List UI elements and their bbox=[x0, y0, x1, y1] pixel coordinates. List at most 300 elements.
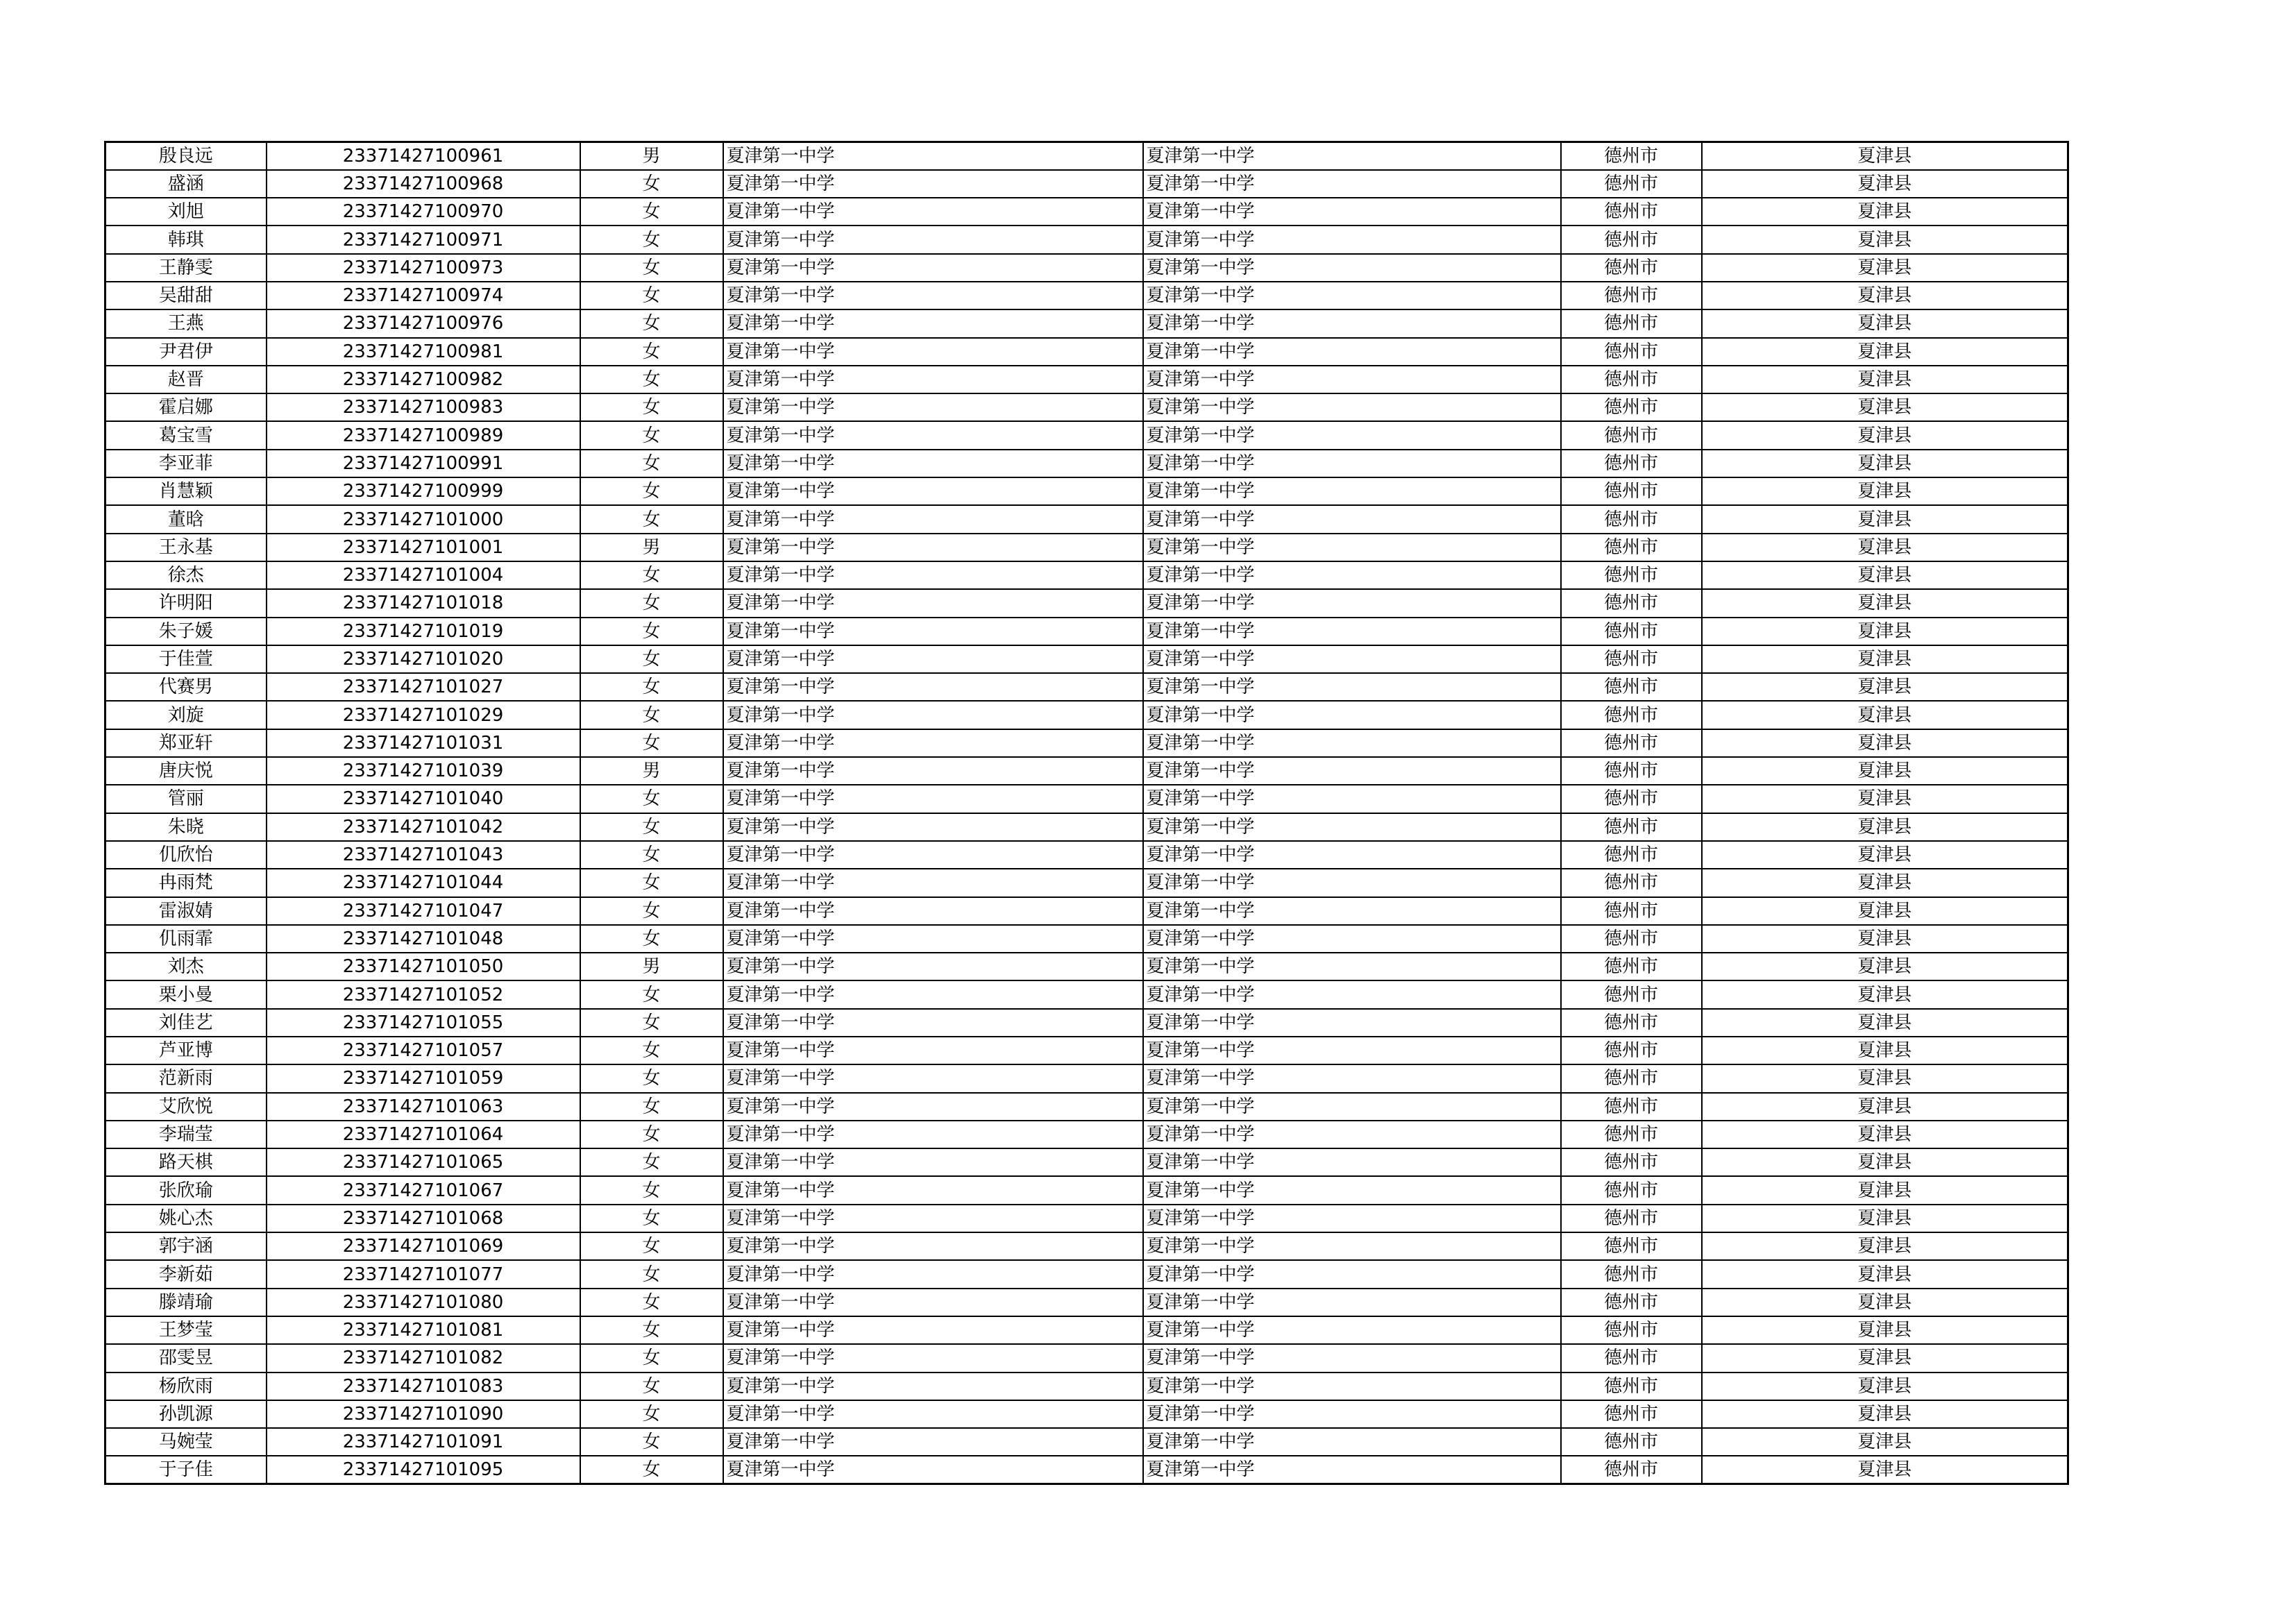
student-name-cell: 赵晋 bbox=[105, 366, 267, 393]
unit-cell: 夏津第一中学 bbox=[1143, 1232, 1561, 1260]
table-row bbox=[105, 1289, 2068, 1316]
gender-cell: 女 bbox=[580, 618, 723, 645]
county-cell: 夏津县 bbox=[1702, 505, 2068, 533]
exam-id-cell: 23371427100982 bbox=[267, 366, 580, 393]
gender-cell: 女 bbox=[580, 1232, 723, 1260]
city-cell: 德州市 bbox=[1561, 309, 1702, 337]
exam-id-cell: 23371427101068 bbox=[267, 1205, 580, 1232]
school-cell: 夏津第一中学 bbox=[723, 757, 1143, 785]
school-cell: 夏津第一中学 bbox=[723, 366, 1143, 393]
gender-cell: 女 bbox=[580, 1121, 723, 1148]
school-cell: 夏津第一中学 bbox=[723, 1009, 1143, 1037]
exam-id-cell: 23371427101081 bbox=[267, 1316, 580, 1344]
school-cell: 夏津第一中学 bbox=[723, 393, 1143, 421]
student-name-cell: 冉雨梵 bbox=[105, 869, 267, 897]
unit-cell: 夏津第一中学 bbox=[1143, 254, 1561, 282]
county-cell: 夏津县 bbox=[1702, 645, 2068, 673]
student-name-cell: 管丽 bbox=[105, 785, 267, 813]
unit-cell: 夏津第一中学 bbox=[1143, 170, 1561, 198]
school-cell: 夏津第一中学 bbox=[723, 1456, 1143, 1484]
school-cell: 夏津第一中学 bbox=[723, 785, 1143, 813]
city-cell: 德州市 bbox=[1561, 1064, 1702, 1092]
school-cell: 夏津第一中学 bbox=[723, 309, 1143, 337]
school-cell: 夏津第一中学 bbox=[723, 729, 1143, 757]
county-cell: 夏津县 bbox=[1702, 757, 2068, 785]
county-cell: 夏津县 bbox=[1702, 980, 2068, 1008]
exam-id-cell: 23371427100973 bbox=[267, 254, 580, 282]
county-cell: 夏津县 bbox=[1702, 450, 2068, 477]
city-cell: 德州市 bbox=[1561, 505, 1702, 533]
exam-id-cell: 23371427100983 bbox=[267, 393, 580, 421]
student-name-cell: 殷良远 bbox=[105, 142, 267, 170]
gender-cell: 女 bbox=[580, 1316, 723, 1344]
city-cell: 德州市 bbox=[1561, 1148, 1702, 1176]
exam-id-cell: 23371427101020 bbox=[267, 645, 580, 673]
student-name-cell: 于子佳 bbox=[105, 1456, 267, 1484]
school-cell: 夏津第一中学 bbox=[723, 869, 1143, 897]
unit-cell: 夏津第一中学 bbox=[1143, 1009, 1561, 1037]
county-cell: 夏津县 bbox=[1702, 1148, 2068, 1176]
unit-cell: 夏津第一中学 bbox=[1143, 1400, 1561, 1428]
unit-cell: 夏津第一中学 bbox=[1143, 897, 1561, 925]
school-cell: 夏津第一中学 bbox=[723, 1373, 1143, 1400]
gender-cell: 女 bbox=[580, 1176, 723, 1204]
table-row bbox=[105, 785, 2068, 813]
student-name-cell: 仉雨霏 bbox=[105, 925, 267, 953]
exam-id-cell: 23371427101095 bbox=[267, 1456, 580, 1484]
unit-cell: 夏津第一中学 bbox=[1143, 1344, 1561, 1372]
school-cell: 夏津第一中学 bbox=[723, 226, 1143, 253]
city-cell: 德州市 bbox=[1561, 841, 1702, 869]
city-cell: 德州市 bbox=[1561, 1009, 1702, 1037]
unit-cell: 夏津第一中学 bbox=[1143, 1260, 1561, 1288]
table-row bbox=[105, 701, 2068, 729]
student-name-cell: 芦亚博 bbox=[105, 1037, 267, 1064]
county-cell: 夏津县 bbox=[1702, 589, 2068, 617]
city-cell: 德州市 bbox=[1561, 618, 1702, 645]
exam-id-cell: 23371427101029 bbox=[267, 701, 580, 729]
county-cell: 夏津县 bbox=[1702, 561, 2068, 589]
county-cell: 夏津县 bbox=[1702, 813, 2068, 841]
gender-cell: 女 bbox=[580, 226, 723, 253]
exam-id-cell: 23371427101090 bbox=[267, 1400, 580, 1428]
school-cell: 夏津第一中学 bbox=[723, 1064, 1143, 1092]
exam-id-cell: 23371427101031 bbox=[267, 729, 580, 757]
city-cell: 德州市 bbox=[1561, 1037, 1702, 1064]
school-cell: 夏津第一中学 bbox=[723, 142, 1143, 170]
unit-cell: 夏津第一中学 bbox=[1143, 393, 1561, 421]
school-cell: 夏津第一中学 bbox=[723, 198, 1143, 226]
table-row bbox=[105, 1037, 2068, 1064]
student-name-cell: 姚心杰 bbox=[105, 1205, 267, 1232]
unit-cell: 夏津第一中学 bbox=[1143, 142, 1561, 170]
unit-cell: 夏津第一中学 bbox=[1143, 785, 1561, 813]
exam-id-cell: 23371427101052 bbox=[267, 980, 580, 1008]
student-name-cell: 刘杰 bbox=[105, 953, 267, 980]
gender-cell: 女 bbox=[580, 925, 723, 953]
school-cell: 夏津第一中学 bbox=[723, 925, 1143, 953]
table-row bbox=[105, 1148, 2068, 1176]
exam-id-cell: 23371427100968 bbox=[267, 170, 580, 198]
student-name-cell: 朱子媛 bbox=[105, 618, 267, 645]
exam-id-cell: 23371427101065 bbox=[267, 1148, 580, 1176]
county-cell: 夏津县 bbox=[1702, 673, 2068, 701]
gender-cell: 女 bbox=[580, 561, 723, 589]
city-cell: 德州市 bbox=[1561, 1176, 1702, 1204]
unit-cell: 夏津第一中学 bbox=[1143, 1176, 1561, 1204]
city-cell: 德州市 bbox=[1561, 534, 1702, 561]
student-name-cell: 张欣瑜 bbox=[105, 1176, 267, 1204]
exam-id-cell: 23371427101057 bbox=[267, 1037, 580, 1064]
gender-cell: 男 bbox=[580, 953, 723, 980]
table-row bbox=[105, 142, 2068, 170]
city-cell: 德州市 bbox=[1561, 589, 1702, 617]
county-cell: 夏津县 bbox=[1702, 841, 2068, 869]
city-cell: 德州市 bbox=[1561, 980, 1702, 1008]
gender-cell: 女 bbox=[580, 1037, 723, 1064]
gender-cell: 女 bbox=[580, 1260, 723, 1288]
table-row bbox=[105, 421, 2068, 449]
table-row bbox=[105, 1428, 2068, 1456]
table-row bbox=[105, 1456, 2068, 1484]
student-name-cell: 徐杰 bbox=[105, 561, 267, 589]
gender-cell: 女 bbox=[580, 393, 723, 421]
student-name-cell: 范新雨 bbox=[105, 1064, 267, 1092]
table-row bbox=[105, 534, 2068, 561]
unit-cell: 夏津第一中学 bbox=[1143, 1456, 1561, 1484]
unit-cell: 夏津第一中学 bbox=[1143, 841, 1561, 869]
county-cell: 夏津县 bbox=[1702, 785, 2068, 813]
school-cell: 夏津第一中学 bbox=[723, 841, 1143, 869]
city-cell: 德州市 bbox=[1561, 1121, 1702, 1148]
student-name-cell: 郭宇涵 bbox=[105, 1232, 267, 1260]
gender-cell: 女 bbox=[580, 1009, 723, 1037]
table-row bbox=[105, 1121, 2068, 1148]
city-cell: 德州市 bbox=[1561, 421, 1702, 449]
table-row bbox=[105, 366, 2068, 393]
table-row bbox=[105, 673, 2068, 701]
table-row bbox=[105, 170, 2068, 198]
student-name-cell: 雷淑婧 bbox=[105, 897, 267, 925]
county-cell: 夏津县 bbox=[1702, 1289, 2068, 1316]
unit-cell: 夏津第一中学 bbox=[1143, 869, 1561, 897]
unit-cell: 夏津第一中学 bbox=[1143, 1373, 1561, 1400]
county-cell: 夏津县 bbox=[1702, 1373, 2068, 1400]
school-cell: 夏津第一中学 bbox=[723, 477, 1143, 505]
table-row bbox=[105, 841, 2068, 869]
city-cell: 德州市 bbox=[1561, 1344, 1702, 1372]
exam-id-cell: 23371427101050 bbox=[267, 953, 580, 980]
school-cell: 夏津第一中学 bbox=[723, 534, 1143, 561]
county-cell: 夏津县 bbox=[1702, 618, 2068, 645]
gender-cell: 女 bbox=[580, 282, 723, 309]
exam-id-cell: 23371427101048 bbox=[267, 925, 580, 953]
county-cell: 夏津县 bbox=[1702, 198, 2068, 226]
unit-cell: 夏津第一中学 bbox=[1143, 1093, 1561, 1121]
student-name-cell: 杨欣雨 bbox=[105, 1373, 267, 1400]
county-cell: 夏津县 bbox=[1702, 701, 2068, 729]
table-row bbox=[105, 589, 2068, 617]
school-cell: 夏津第一中学 bbox=[723, 1428, 1143, 1456]
unit-cell: 夏津第一中学 bbox=[1143, 618, 1561, 645]
city-cell: 德州市 bbox=[1561, 1260, 1702, 1288]
student-name-cell: 王永基 bbox=[105, 534, 267, 561]
exam-id-cell: 23371427101047 bbox=[267, 897, 580, 925]
county-cell: 夏津县 bbox=[1702, 226, 2068, 253]
gender-cell: 女 bbox=[580, 477, 723, 505]
county-cell: 夏津县 bbox=[1702, 1400, 2068, 1428]
gender-cell: 女 bbox=[580, 1205, 723, 1232]
unit-cell: 夏津第一中学 bbox=[1143, 366, 1561, 393]
school-cell: 夏津第一中学 bbox=[723, 673, 1143, 701]
student-name-cell: 刘佳艺 bbox=[105, 1009, 267, 1037]
school-cell: 夏津第一中学 bbox=[723, 1344, 1143, 1372]
unit-cell: 夏津第一中学 bbox=[1143, 505, 1561, 533]
exam-id-cell: 23371427101063 bbox=[267, 1093, 580, 1121]
gender-cell: 女 bbox=[580, 1148, 723, 1176]
unit-cell: 夏津第一中学 bbox=[1143, 1064, 1561, 1092]
exam-id-cell: 23371427101080 bbox=[267, 1289, 580, 1316]
unit-cell: 夏津第一中学 bbox=[1143, 421, 1561, 449]
unit-cell: 夏津第一中学 bbox=[1143, 925, 1561, 953]
table-row bbox=[105, 1344, 2068, 1372]
city-cell: 德州市 bbox=[1561, 366, 1702, 393]
exam-id-cell: 23371427101067 bbox=[267, 1176, 580, 1204]
exam-id-cell: 23371427101083 bbox=[267, 1373, 580, 1400]
school-cell: 夏津第一中学 bbox=[723, 1093, 1143, 1121]
table-row bbox=[105, 1232, 2068, 1260]
gender-cell: 男 bbox=[580, 142, 723, 170]
student-name-cell: 艾欣悦 bbox=[105, 1093, 267, 1121]
school-cell: 夏津第一中学 bbox=[723, 450, 1143, 477]
school-cell: 夏津第一中学 bbox=[723, 953, 1143, 980]
school-cell: 夏津第一中学 bbox=[723, 813, 1143, 841]
exam-id-cell: 23371427100961 bbox=[267, 142, 580, 170]
gender-cell: 女 bbox=[580, 338, 723, 366]
county-cell: 夏津县 bbox=[1702, 1232, 2068, 1260]
gender-cell: 女 bbox=[580, 1456, 723, 1484]
student-roster-table bbox=[104, 141, 2069, 1485]
student-name-cell: 仉欣怡 bbox=[105, 841, 267, 869]
exam-id-cell: 23371427100976 bbox=[267, 309, 580, 337]
table-row bbox=[105, 198, 2068, 226]
exam-id-cell: 23371427101044 bbox=[267, 869, 580, 897]
county-cell: 夏津县 bbox=[1702, 1064, 2068, 1092]
city-cell: 德州市 bbox=[1561, 1373, 1702, 1400]
student-name-cell: 刘旭 bbox=[105, 198, 267, 226]
table-row bbox=[105, 1176, 2068, 1204]
student-name-cell: 肖慧颖 bbox=[105, 477, 267, 505]
school-cell: 夏津第一中学 bbox=[723, 421, 1143, 449]
city-cell: 德州市 bbox=[1561, 226, 1702, 253]
gender-cell: 女 bbox=[580, 1428, 723, 1456]
city-cell: 德州市 bbox=[1561, 1316, 1702, 1344]
city-cell: 德州市 bbox=[1561, 450, 1702, 477]
gender-cell: 女 bbox=[580, 1344, 723, 1372]
city-cell: 德州市 bbox=[1561, 1205, 1702, 1232]
city-cell: 德州市 bbox=[1561, 338, 1702, 366]
exam-id-cell: 23371427101042 bbox=[267, 813, 580, 841]
unit-cell: 夏津第一中学 bbox=[1143, 1316, 1561, 1344]
city-cell: 德州市 bbox=[1561, 1232, 1702, 1260]
county-cell: 夏津县 bbox=[1702, 393, 2068, 421]
gender-cell: 女 bbox=[580, 673, 723, 701]
exam-id-cell: 23371427101000 bbox=[267, 505, 580, 533]
gender-cell: 女 bbox=[580, 589, 723, 617]
unit-cell: 夏津第一中学 bbox=[1143, 450, 1561, 477]
unit-cell: 夏津第一中学 bbox=[1143, 729, 1561, 757]
exam-id-cell: 23371427101019 bbox=[267, 618, 580, 645]
exam-id-cell: 23371427101055 bbox=[267, 1009, 580, 1037]
school-cell: 夏津第一中学 bbox=[723, 561, 1143, 589]
exam-id-cell: 23371427101059 bbox=[267, 1064, 580, 1092]
student-name-cell: 孙凯源 bbox=[105, 1400, 267, 1428]
table-row bbox=[105, 618, 2068, 645]
student-name-cell: 朱晓 bbox=[105, 813, 267, 841]
school-cell: 夏津第一中学 bbox=[723, 1316, 1143, 1344]
city-cell: 德州市 bbox=[1561, 701, 1702, 729]
city-cell: 德州市 bbox=[1561, 1456, 1702, 1484]
city-cell: 德州市 bbox=[1561, 729, 1702, 757]
county-cell: 夏津县 bbox=[1702, 1121, 2068, 1148]
unit-cell: 夏津第一中学 bbox=[1143, 226, 1561, 253]
gender-cell: 女 bbox=[580, 813, 723, 841]
school-cell: 夏津第一中学 bbox=[723, 897, 1143, 925]
county-cell: 夏津县 bbox=[1702, 925, 2068, 953]
student-name-cell: 栗小曼 bbox=[105, 980, 267, 1008]
student-name-cell: 于佳萱 bbox=[105, 645, 267, 673]
school-cell: 夏津第一中学 bbox=[723, 1400, 1143, 1428]
school-cell: 夏津第一中学 bbox=[723, 1260, 1143, 1288]
exam-id-cell: 23371427101043 bbox=[267, 841, 580, 869]
table-row bbox=[105, 869, 2068, 897]
student-name-cell: 霍启娜 bbox=[105, 393, 267, 421]
city-cell: 德州市 bbox=[1561, 142, 1702, 170]
county-cell: 夏津县 bbox=[1702, 534, 2068, 561]
exam-id-cell: 23371427100989 bbox=[267, 421, 580, 449]
exam-id-cell: 23371427101040 bbox=[267, 785, 580, 813]
county-cell: 夏津县 bbox=[1702, 1456, 2068, 1484]
table-row bbox=[105, 1373, 2068, 1400]
unit-cell: 夏津第一中学 bbox=[1143, 1428, 1561, 1456]
city-cell: 德州市 bbox=[1561, 1428, 1702, 1456]
school-cell: 夏津第一中学 bbox=[723, 505, 1143, 533]
student-name-cell: 邵雯昱 bbox=[105, 1344, 267, 1372]
unit-cell: 夏津第一中学 bbox=[1143, 980, 1561, 1008]
student-name-cell: 吴甜甜 bbox=[105, 282, 267, 309]
student-name-cell: 王静雯 bbox=[105, 254, 267, 282]
table-row bbox=[105, 1316, 2068, 1344]
city-cell: 德州市 bbox=[1561, 1289, 1702, 1316]
school-cell: 夏津第一中学 bbox=[723, 338, 1143, 366]
table-row bbox=[105, 282, 2068, 309]
student-name-cell: 王燕 bbox=[105, 309, 267, 337]
exam-id-cell: 23371427100991 bbox=[267, 450, 580, 477]
city-cell: 德州市 bbox=[1561, 1400, 1702, 1428]
city-cell: 德州市 bbox=[1561, 393, 1702, 421]
table-row bbox=[105, 953, 2068, 980]
county-cell: 夏津县 bbox=[1702, 1037, 2068, 1064]
school-cell: 夏津第一中学 bbox=[723, 1205, 1143, 1232]
county-cell: 夏津县 bbox=[1702, 1316, 2068, 1344]
student-name-cell: 郑亚轩 bbox=[105, 729, 267, 757]
school-cell: 夏津第一中学 bbox=[723, 1037, 1143, 1064]
gender-cell: 女 bbox=[580, 1400, 723, 1428]
unit-cell: 夏津第一中学 bbox=[1143, 701, 1561, 729]
table-row bbox=[105, 1064, 2068, 1092]
unit-cell: 夏津第一中学 bbox=[1143, 953, 1561, 980]
gender-cell: 女 bbox=[580, 505, 723, 533]
school-cell: 夏津第一中学 bbox=[723, 1176, 1143, 1204]
exam-id-cell: 23371427100999 bbox=[267, 477, 580, 505]
county-cell: 夏津县 bbox=[1702, 338, 2068, 366]
unit-cell: 夏津第一中学 bbox=[1143, 645, 1561, 673]
county-cell: 夏津县 bbox=[1702, 1093, 2068, 1121]
exam-id-cell: 23371427101004 bbox=[267, 561, 580, 589]
table-row bbox=[105, 1205, 2068, 1232]
city-cell: 德州市 bbox=[1561, 953, 1702, 980]
unit-cell: 夏津第一中学 bbox=[1143, 198, 1561, 226]
school-cell: 夏津第一中学 bbox=[723, 980, 1143, 1008]
city-cell: 德州市 bbox=[1561, 645, 1702, 673]
gender-cell: 女 bbox=[580, 366, 723, 393]
student-name-cell: 盛涵 bbox=[105, 170, 267, 198]
gender-cell: 女 bbox=[580, 1064, 723, 1092]
student-name-cell: 李新茹 bbox=[105, 1260, 267, 1288]
county-cell: 夏津县 bbox=[1702, 477, 2068, 505]
exam-id-cell: 23371427101064 bbox=[267, 1121, 580, 1148]
city-cell: 德州市 bbox=[1561, 1093, 1702, 1121]
table-row bbox=[105, 309, 2068, 337]
unit-cell: 夏津第一中学 bbox=[1143, 1037, 1561, 1064]
county-cell: 夏津县 bbox=[1702, 1176, 2068, 1204]
exam-id-cell: 23371427100981 bbox=[267, 338, 580, 366]
city-cell: 德州市 bbox=[1561, 170, 1702, 198]
county-cell: 夏津县 bbox=[1702, 869, 2068, 897]
school-cell: 夏津第一中学 bbox=[723, 645, 1143, 673]
city-cell: 德州市 bbox=[1561, 477, 1702, 505]
gender-cell: 女 bbox=[580, 869, 723, 897]
county-cell: 夏津县 bbox=[1702, 142, 2068, 170]
table-row bbox=[105, 561, 2068, 589]
gender-cell: 女 bbox=[580, 421, 723, 449]
unit-cell: 夏津第一中学 bbox=[1143, 1205, 1561, 1232]
unit-cell: 夏津第一中学 bbox=[1143, 309, 1561, 337]
student-name-cell: 许明阳 bbox=[105, 589, 267, 617]
gender-cell: 男 bbox=[580, 534, 723, 561]
roster-body bbox=[105, 142, 2068, 1484]
student-name-cell: 代赛男 bbox=[105, 673, 267, 701]
table-row bbox=[105, 757, 2068, 785]
unit-cell: 夏津第一中学 bbox=[1143, 338, 1561, 366]
student-name-cell: 路天棋 bbox=[105, 1148, 267, 1176]
table-row bbox=[105, 729, 2068, 757]
table-row bbox=[105, 505, 2068, 533]
city-cell: 德州市 bbox=[1561, 757, 1702, 785]
unit-cell: 夏津第一中学 bbox=[1143, 589, 1561, 617]
gender-cell: 女 bbox=[580, 254, 723, 282]
table-row bbox=[105, 393, 2068, 421]
exam-id-cell: 23371427101091 bbox=[267, 1428, 580, 1456]
gender-cell: 女 bbox=[580, 309, 723, 337]
city-cell: 德州市 bbox=[1561, 925, 1702, 953]
gender-cell: 女 bbox=[580, 701, 723, 729]
gender-cell: 女 bbox=[580, 841, 723, 869]
student-name-cell: 王梦莹 bbox=[105, 1316, 267, 1344]
table-row bbox=[105, 897, 2068, 925]
school-cell: 夏津第一中学 bbox=[723, 1121, 1143, 1148]
gender-cell: 女 bbox=[580, 1289, 723, 1316]
